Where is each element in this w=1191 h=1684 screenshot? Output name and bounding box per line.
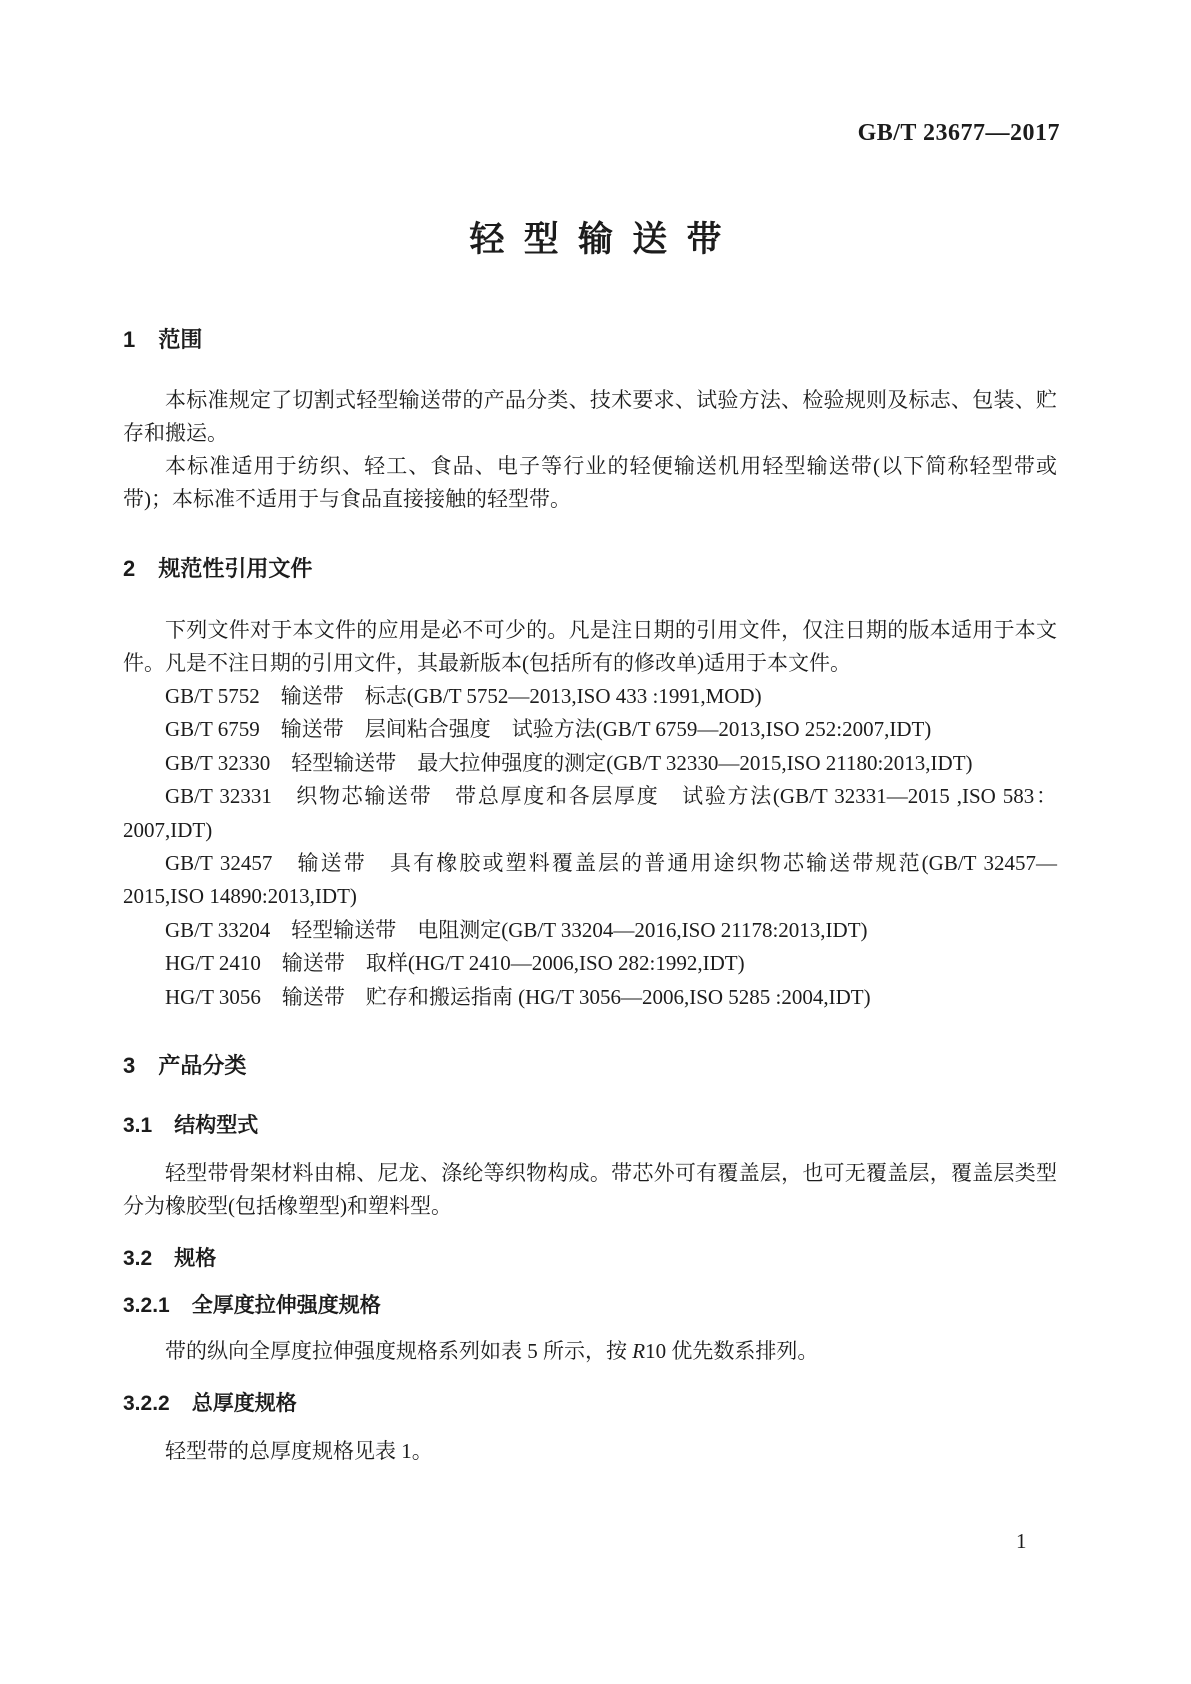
references-list [123,680,1057,1014]
paragraph-text: 带的纵向全厚度拉伸强度规格系列如表 5 所示，按 [165,1339,633,1363]
section-heading-3 [123,1053,1057,1079]
paragraph-scope-2: 本标准适用于纺织、轻工、食品、电子等行业的轻便输送机用轻型输送带(以下简称轻型带或带)；本标准不适用于与食品直接接触的轻型带。 [123,454,1057,512]
section-number: 3.2 [123,1247,153,1270]
section-heading-3-2-2 [123,1391,1057,1416]
section-title: 范围 [158,327,203,352]
section-heading-1 [123,327,1057,353]
symbol-r10: R [632,1339,646,1363]
reference-item: GB/T 32330 轻型输送带 最大拉伸强度的测定(GB/T 32330—2015,ISO 21180:2013,IDT) [165,750,973,775]
reference-item: GB/T 32331 织物芯输送带 带总厚度和各层厚度 试验方法(GB/T 32331—2015 ,ISO 583：2007,IDT) [123,784,1057,842]
section-number: 2 [123,556,136,581]
section-title: 结构型式 [174,1114,259,1137]
section-title: 全厚度拉伸强度规格 [191,1294,381,1317]
paragraph-thickness-spec: 轻型带的总厚度规格见表 1。 [165,1439,433,1463]
section-title: 总厚度规格 [191,1392,297,1415]
paragraph-text: 10 优先数系排列。 [645,1339,819,1363]
document-title: 轻型输送带 [469,220,741,259]
reference-item: HG/T 3056 输送带 贮存和搬运指南 (HG/T 3056—2006,ISO 5285 :2004,IDT) [165,984,871,1009]
paragraph-scope-1: 本标准规定了切割式轻型输送带的产品分类、技术要求、试验方法、检验规则及标志、包装、贮存和搬运。 [123,388,1057,446]
section-number: 3.2.2 [123,1392,170,1415]
section-title: 规范性引用文件 [158,556,313,581]
section-number: 1 [123,327,136,352]
paragraph-tensile-spec [123,1335,1057,1368]
section-heading-3-2 [123,1246,1057,1271]
standard-code: GB/T 23677—2017 [857,120,1060,146]
section-title: 规格 [174,1247,217,1270]
paragraph-structure: 轻型带骨架材料由棉、尼龙、涤纶等织物构成。带芯外可有覆盖层，也可无覆盖层，覆盖层类型分为橡胶型(包括橡塑型)和塑料型。 [123,1161,1057,1219]
section-number: 3 [123,1053,136,1078]
reference-item: GB/T 32457 输送带 具有橡胶或塑料覆盖层的普通用途织物芯输送带规范(GB/T 32457—2015,ISO 14890:2013,IDT) [123,851,1057,909]
paragraph-references-intro: 下列文件对于本文件的应用是必不可少的。凡是注日期的引用文件，仅注日期的版本适用于本文件。凡是不注日期的引用文件，其最新版本(包括所有的修改单)适用于本文件。 [123,618,1057,676]
section-number: 3.1 [123,1114,153,1137]
section-heading-2 [123,556,1057,582]
section-heading-3-2-1 [123,1293,1057,1318]
section-heading-3-1 [123,1113,1057,1138]
reference-item: GB/T 5752 输送带 标志(GB/T 5752—2013,ISO 433 :1991,MOD) [165,684,762,708]
reference-item: GB/T 33204 轻型输送带 电阻测定(GB/T 33204—2016,ISO 21178:2013,IDT) [165,917,868,942]
page-number: 1 [1016,1529,1027,1553]
reference-item: GB/T 6759 输送带 层间粘合强度 试验方法(GB/T 6759—2013,ISO 252:2007,IDT) [165,717,932,742]
section-title: 产品分类 [158,1053,247,1078]
reference-item: HG/T 2410 输送带 取样(HG/T 2410—2006,ISO 282:1992,IDT) [165,951,745,976]
section-number: 3.2.1 [123,1294,170,1317]
